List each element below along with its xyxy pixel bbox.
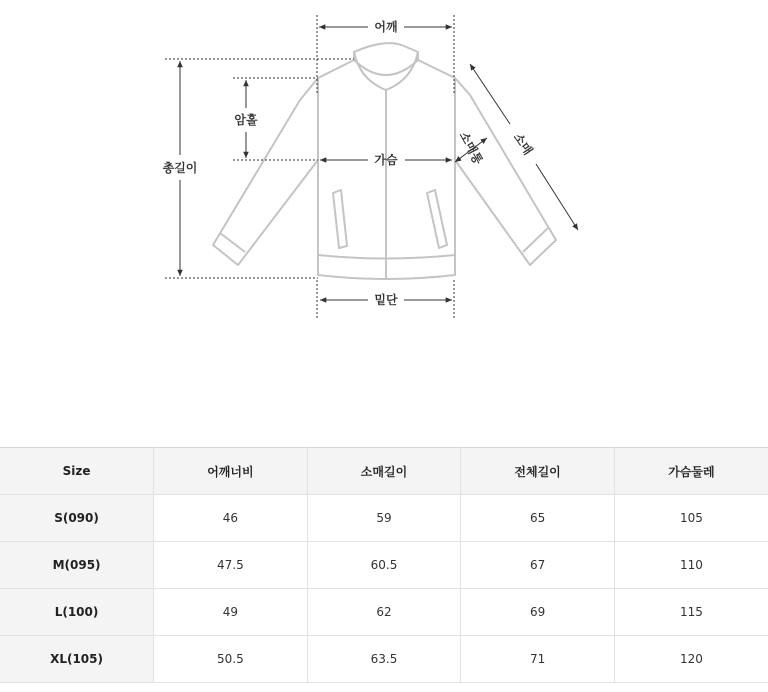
table-cell: 120: [614, 636, 768, 683]
jacket-measurement-diagram: [0, 0, 768, 330]
label-chest: 가슴: [374, 153, 398, 167]
label-armhole: 암홀: [234, 113, 258, 127]
size-cell: S(090): [0, 495, 154, 542]
table-header-row: [0, 448, 768, 495]
table-cell: 115: [614, 589, 768, 636]
table-cell: 62: [307, 589, 461, 636]
table-row: [0, 589, 768, 636]
table-cell: 105: [614, 495, 768, 542]
table-cell: 65: [461, 495, 615, 542]
size-cell: XL(105): [0, 636, 154, 683]
header-size: Size: [0, 448, 154, 495]
label-hem: 밑단: [374, 293, 398, 307]
table-cell: 71: [461, 636, 615, 683]
header-sleeve-length: 소매길이: [307, 448, 461, 495]
jacket-sleeve-left: [213, 78, 318, 265]
label-sleeve: 소매: [510, 130, 536, 158]
table-cell: 49: [154, 589, 308, 636]
table-cell: 60.5: [307, 542, 461, 589]
label-total-length: 총길이: [162, 161, 198, 175]
jacket-collar: [354, 43, 418, 60]
table-cell: 110: [614, 542, 768, 589]
label-shoulder: 어깨: [374, 20, 398, 34]
table-cell: 63.5: [307, 636, 461, 683]
size-cell: L(100): [0, 589, 154, 636]
size-cell: M(095): [0, 542, 154, 589]
table-cell: 69: [461, 589, 615, 636]
table-row: [0, 636, 768, 683]
table-cell: 50.5: [154, 636, 308, 683]
label-sleeve-width: 소매통: [456, 129, 486, 167]
table-cell: 47.5: [154, 542, 308, 589]
size-table: [0, 447, 768, 683]
table-cell: 59: [307, 495, 461, 542]
header-shoulder-width: 어깨너비: [154, 448, 308, 495]
table-cell: 46: [154, 495, 308, 542]
table-row: [0, 542, 768, 589]
header-total-length: 전체길이: [461, 448, 615, 495]
table-cell: 67: [461, 542, 615, 589]
header-chest-circumference: 가슴둘레: [614, 448, 768, 495]
table-row: [0, 495, 768, 542]
